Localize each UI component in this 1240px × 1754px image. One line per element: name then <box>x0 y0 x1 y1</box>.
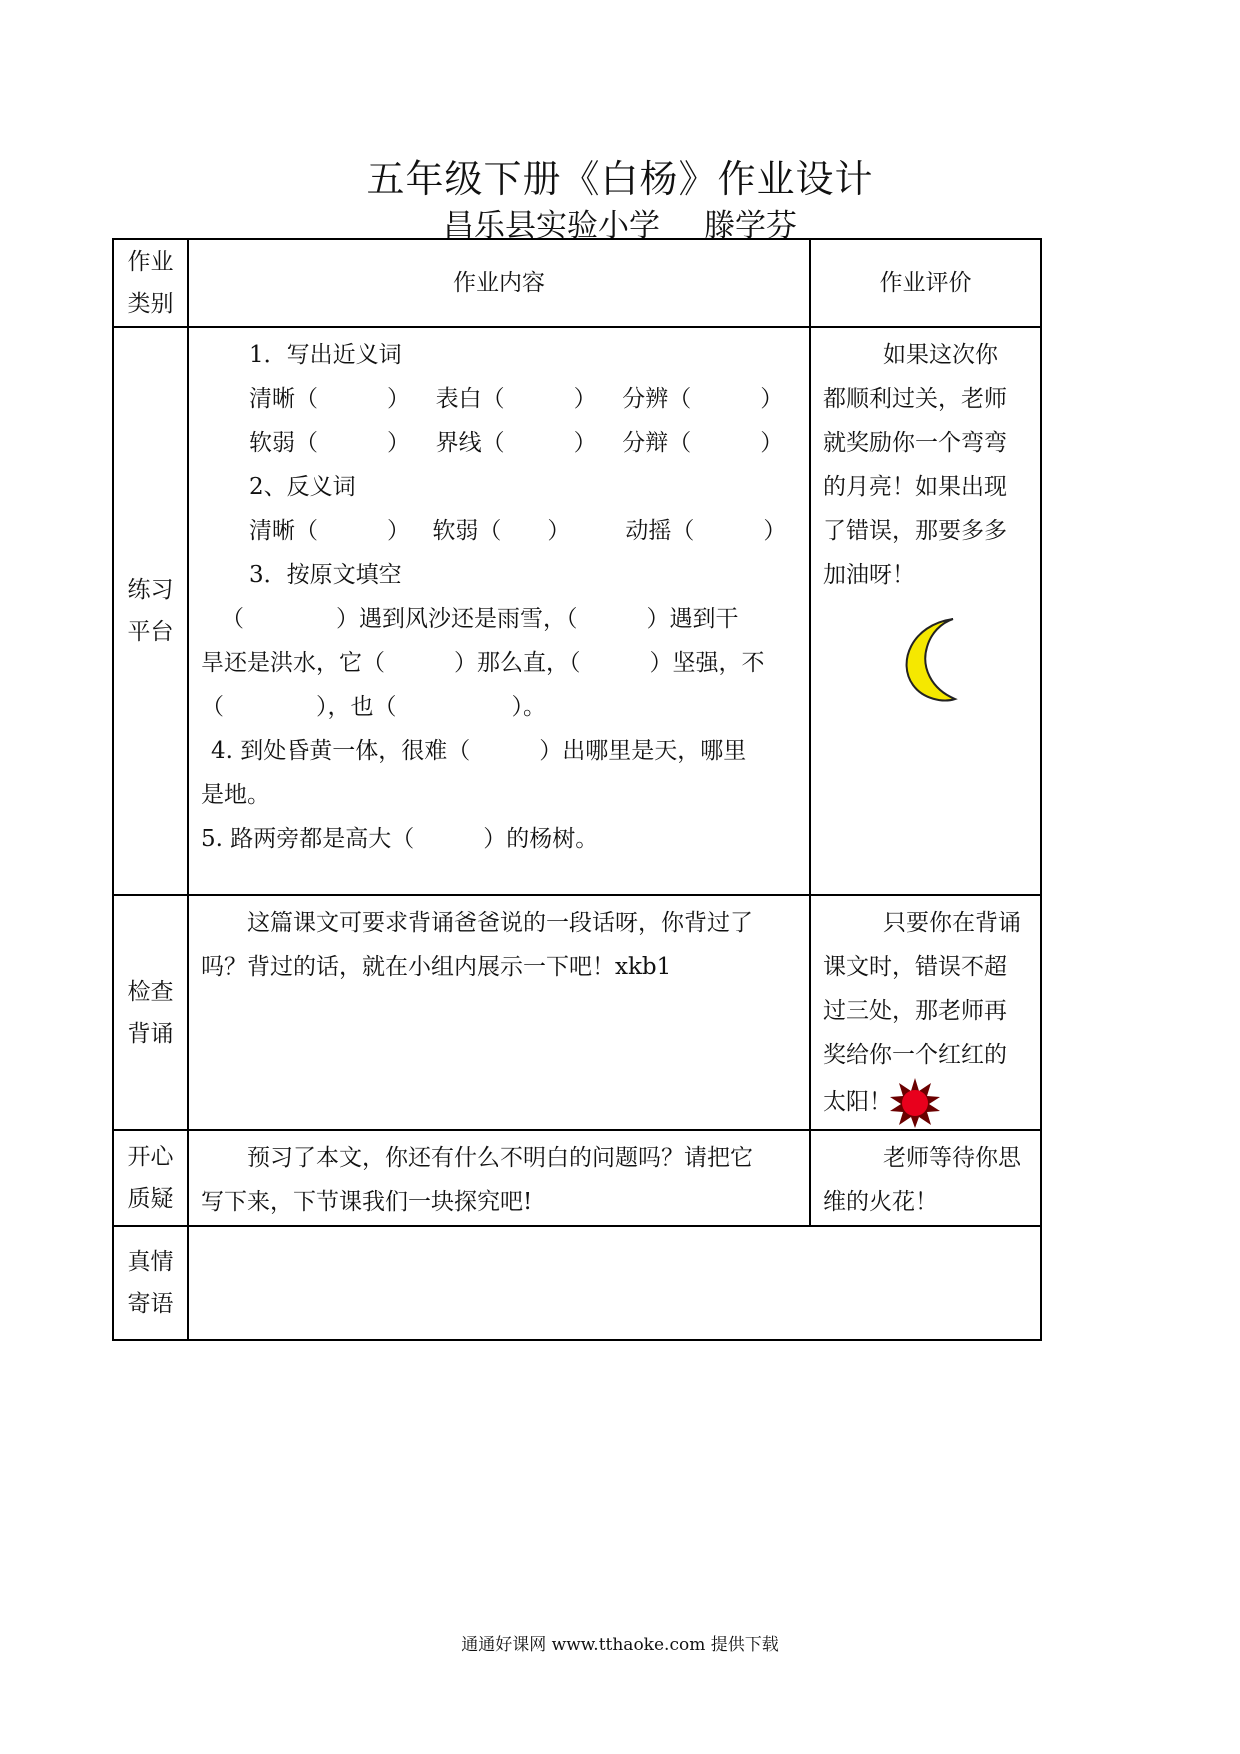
page-footer: 通通好课网 www.tthaoke.com 提供下载 <box>461 1635 779 1655</box>
recite-content <box>188 895 810 1130</box>
q3-line-1: （ ）遇到风沙还是雨雪，（ ）遇到干 <box>221 606 739 632</box>
eval-line: 课文时，错误不超 <box>823 954 1007 980</box>
q4-line-2: 是地。 <box>201 782 270 808</box>
q3-line-3: （ ），也（ ）。 <box>201 694 546 720</box>
message-row <box>113 1226 1041 1340</box>
eval-line-text: 太阳！ <box>823 1089 892 1115</box>
red-sun-icon <box>889 1077 941 1129</box>
message-content <box>188 1226 1041 1340</box>
q3-title: 3．按原文填空 <box>249 562 402 588</box>
q5-line: 5. 路两旁都是高大（ ）的杨树。 <box>201 826 599 852</box>
eval-line: 维的火花！ <box>823 1189 938 1215</box>
recite-text-line: 吗？背过的话，就在小组内展示一下吧！xkb1 <box>201 954 672 980</box>
header-evaluation: 作业评价 <box>810 239 1041 327</box>
header-content: 作业内容 <box>188 239 810 327</box>
message-category: 真情寄语 <box>113 1226 188 1340</box>
q4-line-1: 4. 到处昏黄一体，很难（ ）出哪里是天，哪里 <box>211 738 747 764</box>
eval-line: 奖给你一个红红的 <box>823 1042 1007 1068</box>
practice-category: 练习平台 <box>113 327 188 895</box>
header-category: 作业类别 <box>113 239 188 327</box>
practice-row <box>113 327 1041 895</box>
eval-line: 加油呀！ <box>823 562 915 588</box>
eval-line: 如果这次你 <box>883 342 998 368</box>
eval-line: 过三处，那老师再 <box>823 998 1007 1024</box>
eval-line: 只要你在背诵 <box>883 910 1021 936</box>
eval-line: 的月亮！如果出现 <box>823 474 1007 500</box>
q1-row-1 <box>201 377 799 421</box>
antonym-blank: 动摇（ ） <box>625 518 787 544</box>
antonym-blank: 软弱（ ） <box>432 518 571 544</box>
recite-row <box>113 895 1041 1130</box>
synonym-blank: 界线（ ） <box>435 430 597 456</box>
questions-evaluation <box>810 1130 1041 1226</box>
q1-row-2 <box>201 421 799 465</box>
eval-line: 都顺利过关，老师 <box>823 386 1007 412</box>
synonym-blank: 分辩（ ） <box>622 430 784 456</box>
recite-category: 检查背诵 <box>113 895 188 1130</box>
questions-text-line: 预习了本文，你还有什么不明白的问题吗？请把它 <box>247 1145 753 1171</box>
synonym-blank: 表白（ ） <box>435 386 597 412</box>
document-title: 五年级下册《白杨》作业设计 <box>366 157 874 201</box>
recite-evaluation <box>810 895 1041 1130</box>
eval-line: 就奖励你一个弯弯 <box>823 430 1007 456</box>
q2-row <box>201 509 799 553</box>
practice-evaluation <box>810 327 1041 895</box>
eval-line: 了错误，那要多多 <box>823 518 1007 544</box>
antonym-blank: 清晰（ ） <box>249 518 410 544</box>
q1-title: 1．写出近义词 <box>249 342 402 368</box>
author-name: 滕学芬 <box>704 208 797 244</box>
synonym-blank: 软弱（ ） <box>249 430 410 456</box>
q3-line-2: 旱还是洪水，它（ ）那么直，（ ）坚强，不 <box>201 650 765 676</box>
school-name: 昌乐县实验小学 <box>443 208 660 244</box>
crescent-moon-icon <box>893 615 963 705</box>
questions-row <box>113 1130 1041 1226</box>
eval-line-last <box>823 1077 1030 1129</box>
synonym-blank: 分辨（ ） <box>622 386 784 412</box>
header-row <box>113 239 1041 327</box>
questions-content <box>188 1130 810 1226</box>
questions-text-line: 写下来，下节课我们一块探究吧! <box>201 1189 533 1215</box>
homework-table <box>112 238 1042 1341</box>
eval-line: 老师等待你思 <box>883 1145 1021 1171</box>
recite-text-line: 这篇课文可要求背诵爸爸说的一段话呀，你背过了 <box>247 910 753 936</box>
questions-category: 开心质疑 <box>113 1130 188 1226</box>
practice-content <box>188 327 810 895</box>
synonym-blank: 清晰（ ） <box>249 386 410 412</box>
q2-title: 2、反义词 <box>249 474 356 500</box>
